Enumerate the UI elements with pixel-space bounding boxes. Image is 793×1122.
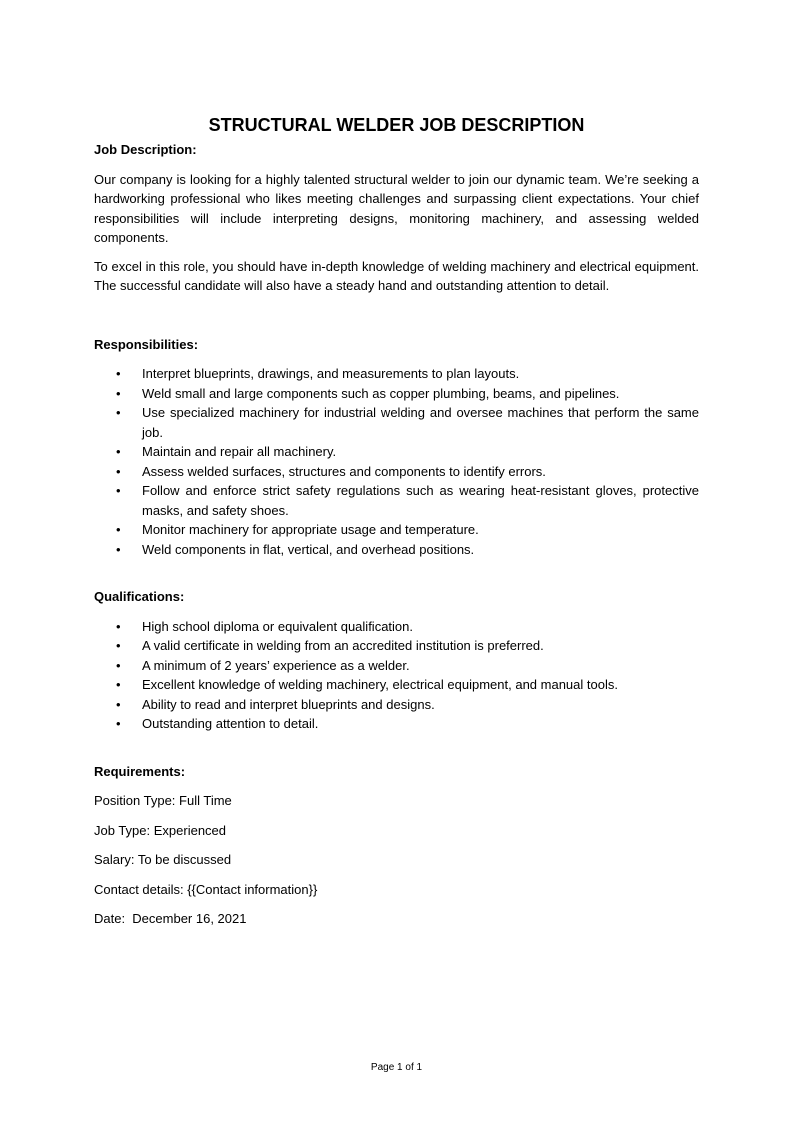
contact-details: Contact details: {{Contact information}} — [94, 881, 318, 897]
bullet-icon: • — [116, 716, 121, 731]
bullet-icon: • — [116, 522, 121, 537]
bullet-icon: • — [116, 657, 121, 673]
list-item-text: Excellent knowledge of welding machinery, electrical equipment, and manual tools. — [142, 677, 618, 692]
list-item-text: Outstanding attention to detail. — [142, 716, 319, 731]
requirements-heading: Requirements: — [94, 763, 186, 779]
position-type: Position Type: Full Time — [94, 793, 232, 808]
list-item-text: Maintain and repair all machinery. — [142, 444, 337, 459]
page-number-footer: Page 1 of 1 — [370, 1062, 423, 1073]
list-item — [94, 636, 699, 656]
list-item — [94, 481, 699, 520]
list-item — [94, 617, 699, 637]
bullet-icon: • — [116, 483, 121, 498]
list-item — [94, 442, 699, 462]
bullet-icon: • — [116, 677, 121, 692]
bullet-icon: • — [116, 463, 121, 479]
list-item-text: Interpret blueprints, drawings, and measurements to plan layouts. — [142, 366, 520, 381]
bullet-icon: • — [116, 385, 121, 401]
list-item — [94, 403, 699, 442]
list-item-text: Weld components in flat, vertical, and overhead positions. — [142, 541, 475, 557]
bullet-icon: • — [116, 366, 121, 381]
list-item — [94, 695, 699, 715]
list-item — [94, 714, 699, 734]
job-description-paragraph-2: To excel in this role, you should have in-depth knowledge of welding machinery and electrical equipment. The successful candidate will also have a steady hand and outstanding attention to detail. — [94, 258, 699, 293]
list-item-text: Monitor machinery for appropriate usage and temperature. — [142, 522, 479, 537]
list-item — [94, 656, 699, 676]
list-item-text: A minimum of 2 years’ experience as a welder. — [142, 657, 410, 673]
list-item — [94, 540, 699, 560]
list-item-text: Follow and enforce strict safety regulations such as wearing heat-resistant gloves, protective masks, and safety shoes. — [142, 483, 699, 518]
list-item-text: Weld small and large components such as copper plumbing, beams, and pipelines. — [142, 385, 620, 401]
list-item — [94, 462, 699, 482]
salary: Salary: To be discussed — [94, 852, 232, 867]
list-item-text: High school diploma or equivalent qualification. — [142, 618, 413, 634]
list-item — [94, 364, 699, 384]
list-item — [94, 520, 699, 540]
job-description-heading: Job Description: — [94, 142, 197, 157]
qualifications-list — [94, 617, 699, 734]
bullet-icon: • — [116, 541, 121, 557]
list-item-text: Ability to read and interpret blueprints and designs. — [142, 696, 435, 712]
responsibilities-list — [94, 364, 699, 559]
list-item-text: A valid certificate in welding from an accredited institution is preferred. — [142, 638, 544, 653]
responsibilities-heading: Responsibilities: — [94, 336, 199, 352]
document-body — [94, 114, 699, 939]
bullet-icon: • — [116, 444, 121, 459]
bullet-icon: • — [116, 638, 121, 653]
list-item-text: Use specialized machinery for industrial welding and oversee machines that perform the same job. — [142, 405, 699, 440]
bullet-icon: • — [116, 618, 121, 634]
date: Date: December 16, 2021 — [94, 911, 247, 926]
bullet-icon: • — [116, 696, 121, 712]
job-type: Job Type: Experienced — [94, 822, 227, 838]
bullet-icon: • — [116, 405, 121, 420]
list-item-text: Assess welded surfaces, structures and components to identify errors. — [142, 463, 546, 479]
qualifications-heading: Qualifications: — [94, 589, 185, 604]
list-item — [94, 675, 699, 695]
document-title: STRUCTURAL WELDER JOB DESCRIPTION — [208, 115, 585, 135]
job-description-paragraph-1: Our company is looking for a highly talented structural welder to join our dynamic team. We’re seeking a hardworking professional who likes meeting challenges and surpassing client expectations. Your chief responsibilities will include interpreting designs, monitoring machinery, and assessing welded components. — [94, 171, 699, 245]
list-item — [94, 384, 699, 404]
